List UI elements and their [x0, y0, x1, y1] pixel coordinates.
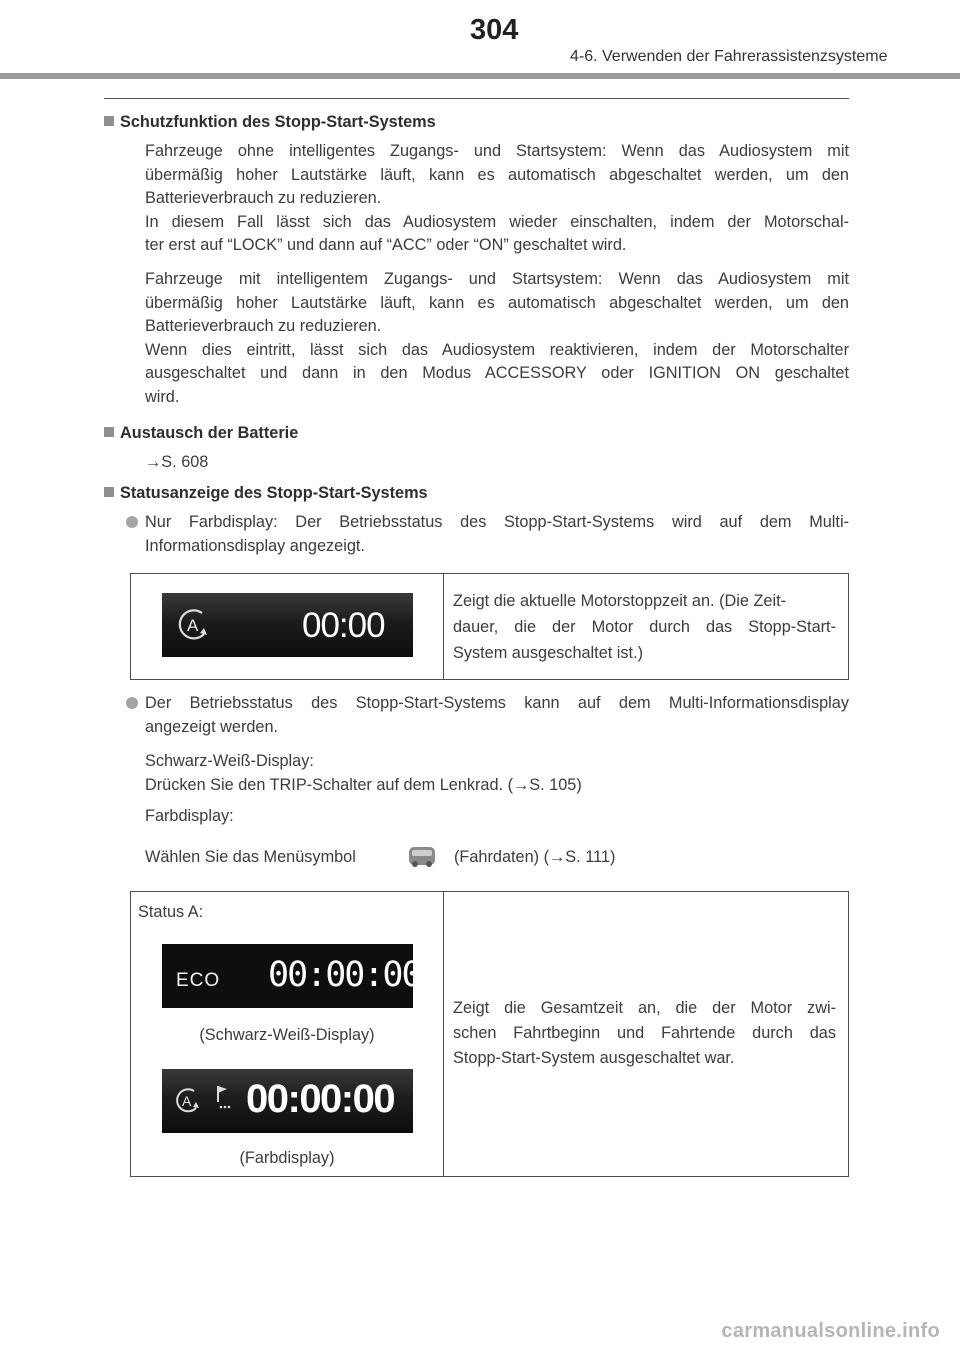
eco-indicator: ECO: [176, 970, 221, 991]
section-heading-text: Statusanzeige des Stopp-Start-Systems: [120, 484, 428, 502]
square-bullet-icon: [104, 487, 114, 497]
color-instruction-tail: (Fahrdaten) (→S. 111): [454, 848, 616, 866]
bw-display-instructions: [145, 750, 849, 797]
watermark: carmanualsonline.info: [721, 1320, 940, 1342]
section-heading-text: Austausch der Batterie: [120, 424, 299, 442]
text-line: Nur Farbdisplay: Der Betriebsstatus des Stopp-Start-Systems wird auf dem Multi-: [145, 513, 849, 531]
icon-letter: A: [187, 616, 199, 635]
total-time-description: [453, 996, 836, 1071]
text-line: Informationsdisplay angezeigt.: [145, 536, 365, 555]
color-total-time-value: 00:00:00: [246, 1077, 395, 1121]
text-line: Batterieverbrauch zu reduzieren.: [145, 317, 382, 335]
text-line: dauer, die der Motor durch das Stopp-Start-: [453, 618, 836, 636]
bw-display-image: [162, 944, 421, 1008]
text-line: wird.: [145, 387, 180, 406]
bw-total-time-value: 00:00:00: [268, 955, 421, 995]
text-line: In diesem Fall lässt sich das Audiosystem wieder einschalten, indem der Motorschal-: [145, 212, 849, 231]
stop-time-display-image: [162, 593, 413, 657]
bullet-color-display-only: [145, 511, 849, 558]
page-number: 304: [470, 14, 519, 46]
stop-time-description: [453, 588, 836, 666]
page-reference-link[interactable]: →S. 608: [145, 453, 209, 471]
color-display-image: [162, 1069, 413, 1133]
text-line: Farbdisplay:: [145, 807, 234, 825]
battery-page-reference: [145, 451, 849, 475]
color-display-caption: (Farbdisplay): [239, 1149, 335, 1167]
stop-time-value: 00:00: [302, 606, 385, 645]
text-line: übermäßig hoher Lautstärke läuft, kann es automatisch abgeschaltet werden, um den: [145, 165, 849, 184]
section-heading-text: Schutzfunktion des Stopp-Start-Systems: [120, 113, 436, 131]
paragraph-no-smart-key: [145, 140, 849, 258]
round-bullet-icon: [126, 516, 138, 528]
text-line: Der Betriebsstatus des Stopp-Start-Systems kann auf dem Multi-Informationsdisplay: [145, 694, 849, 712]
square-bullet-icon: [104, 116, 114, 126]
stop-start-icon: [162, 1069, 242, 1133]
icon-letter: A: [182, 1093, 192, 1109]
drive-data-menu-icon: [406, 842, 438, 870]
text-line: ter erst auf “LOCK” und dann auf “ACC” oder “ON” geschaltet wird.: [145, 236, 627, 254]
section-heading-battery: [104, 424, 298, 443]
chapter-title: 4-6. Verwenden der Fahrerassistenzsysteme: [570, 48, 888, 65]
text-line: System ausgeschaltet ist.): [453, 644, 644, 662]
table-divider: [443, 891, 444, 1177]
header-rule: [0, 73, 960, 79]
color-display-label: [145, 805, 849, 829]
table-divider: [443, 573, 444, 680]
paragraph-smart-key: [145, 268, 849, 409]
text-line: ausgeschaltet und dann in den Modus ACCESSORY oder IGNITION ON geschaltet: [145, 364, 849, 382]
text-line: übermäßig hoher Lautstärke läuft, kann es automatisch abgeschaltet werden, um den: [145, 293, 849, 312]
text-line: Zeigt die Gesamtzeit an, die der Motor zwi-: [453, 999, 836, 1017]
text-line: Wählen Sie das Menüsymbol: [145, 848, 356, 866]
text-line: Wenn dies eintritt, lässt sich das Audiosystem reaktivieren, indem der Motorschalter: [145, 340, 849, 359]
text-line: Drücken Sie den TRIP-Schalter auf dem Lenkrad. (→S. 105): [145, 775, 582, 794]
text-line: Fahrzeuge mit intelligentem Zugangs- und Startsystem: Wenn das Audiosystem mit: [145, 270, 849, 288]
bullet-status-display: [145, 692, 849, 739]
text-line: Schwarz-Weiß-Display:: [145, 752, 314, 770]
section-heading-status-display: [104, 484, 428, 503]
text-line: angezeigt werden.: [145, 717, 279, 736]
text-line: Fahrzeuge ohne intelligentes Zugangs- und Startsystem: Wenn das Audiosystem mit: [145, 142, 849, 160]
status-a-label: Status A:: [138, 903, 204, 921]
square-bullet-icon: [104, 427, 114, 437]
text-line: Batterieverbrauch zu reduzieren.: [145, 189, 382, 207]
text-line: schen Fahrtbeginn und Fahrtende durch das: [453, 1024, 836, 1042]
round-bullet-icon: [126, 697, 138, 709]
content-top-rule: [104, 98, 849, 99]
text-line: Stopp-Start-System ausgeschaltet war.: [453, 1049, 735, 1067]
text-line: Zeigt die aktuelle Motorstoppzeit an. (Die Zeit-: [453, 592, 787, 610]
bw-display-caption: (Schwarz-Weiß-Display): [199, 1026, 375, 1044]
section-heading-protection: [104, 113, 436, 132]
